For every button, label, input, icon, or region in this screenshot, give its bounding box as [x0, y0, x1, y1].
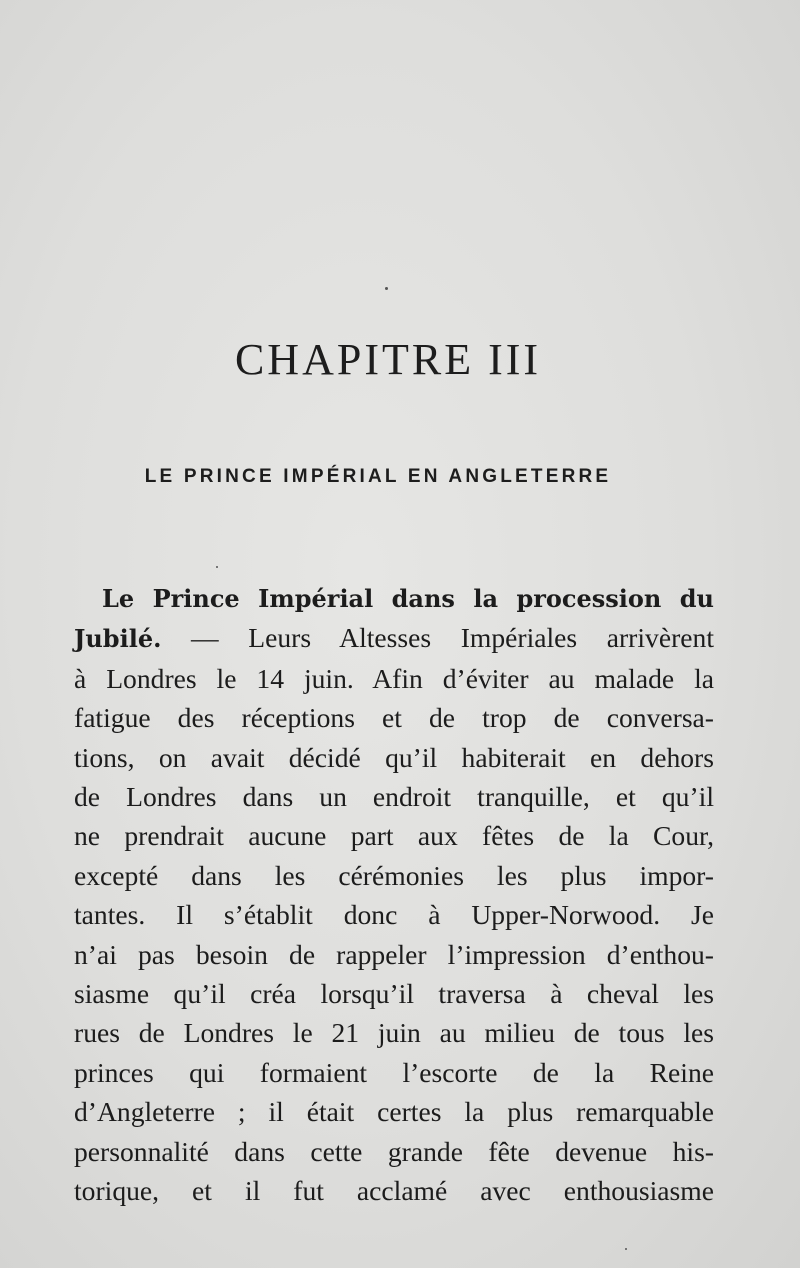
- ink-speck: [385, 287, 388, 290]
- text-line: de Londres dans un endroit tranquille, et qu’il: [74, 781, 714, 813]
- text-line: siasme qu’il créa lorsqu’il traversa à cheval les: [74, 978, 714, 1010]
- text-line: d’Angleterre ; il était certes la plus remarquable: [74, 1096, 714, 1128]
- section-heading-end: Jubilé.: [74, 624, 162, 654]
- body-paragraph: [74, 578, 714, 1211]
- text-line: à Londres le 14 juin. Afin d’éviter au malade la: [74, 662, 714, 694]
- text-line: [74, 578, 714, 618]
- line-text: — Leurs Altesses Impériales arrivèrent: [161, 622, 714, 654]
- text-line: princes qui formaient l’escorte de la Reine: [74, 1056, 714, 1088]
- section-heading: Le Prince Impérial dans la procession du: [102, 584, 714, 613]
- text-line: torique, et il fut acclamé avec enthousiasme: [74, 1175, 714, 1207]
- text-line: tantes. Il s’établit donc à Upper-Norwood. Je: [74, 899, 714, 931]
- chapter-subtitle: LE PRINCE IMPÉRIAL EN ANGLETERRE: [144, 466, 612, 487]
- text-line: ne prendrait aucune part aux fêtes de la Cour,: [74, 820, 714, 852]
- text-line: [74, 618, 714, 658]
- text-line: rues de Londres le 21 juin au milieu de tous les: [74, 1017, 714, 1049]
- ink-speck: [216, 566, 218, 568]
- ink-speck: [625, 1248, 627, 1250]
- text-line: n’ai pas besoin de rappeler l’impression d’enthou-: [74, 938, 714, 970]
- text-line: tions, on avait décidé qu’il habiterait en dehors: [74, 741, 714, 773]
- text-line: fatigue des réceptions et de trop de conversa-: [74, 702, 714, 734]
- text-line: excepté dans les cérémonies les plus impor-: [74, 859, 714, 891]
- chapter-title: CHAPITRE III: [234, 335, 542, 384]
- text-line: personnalité dans cette grande fête devenue his-: [74, 1135, 714, 1167]
